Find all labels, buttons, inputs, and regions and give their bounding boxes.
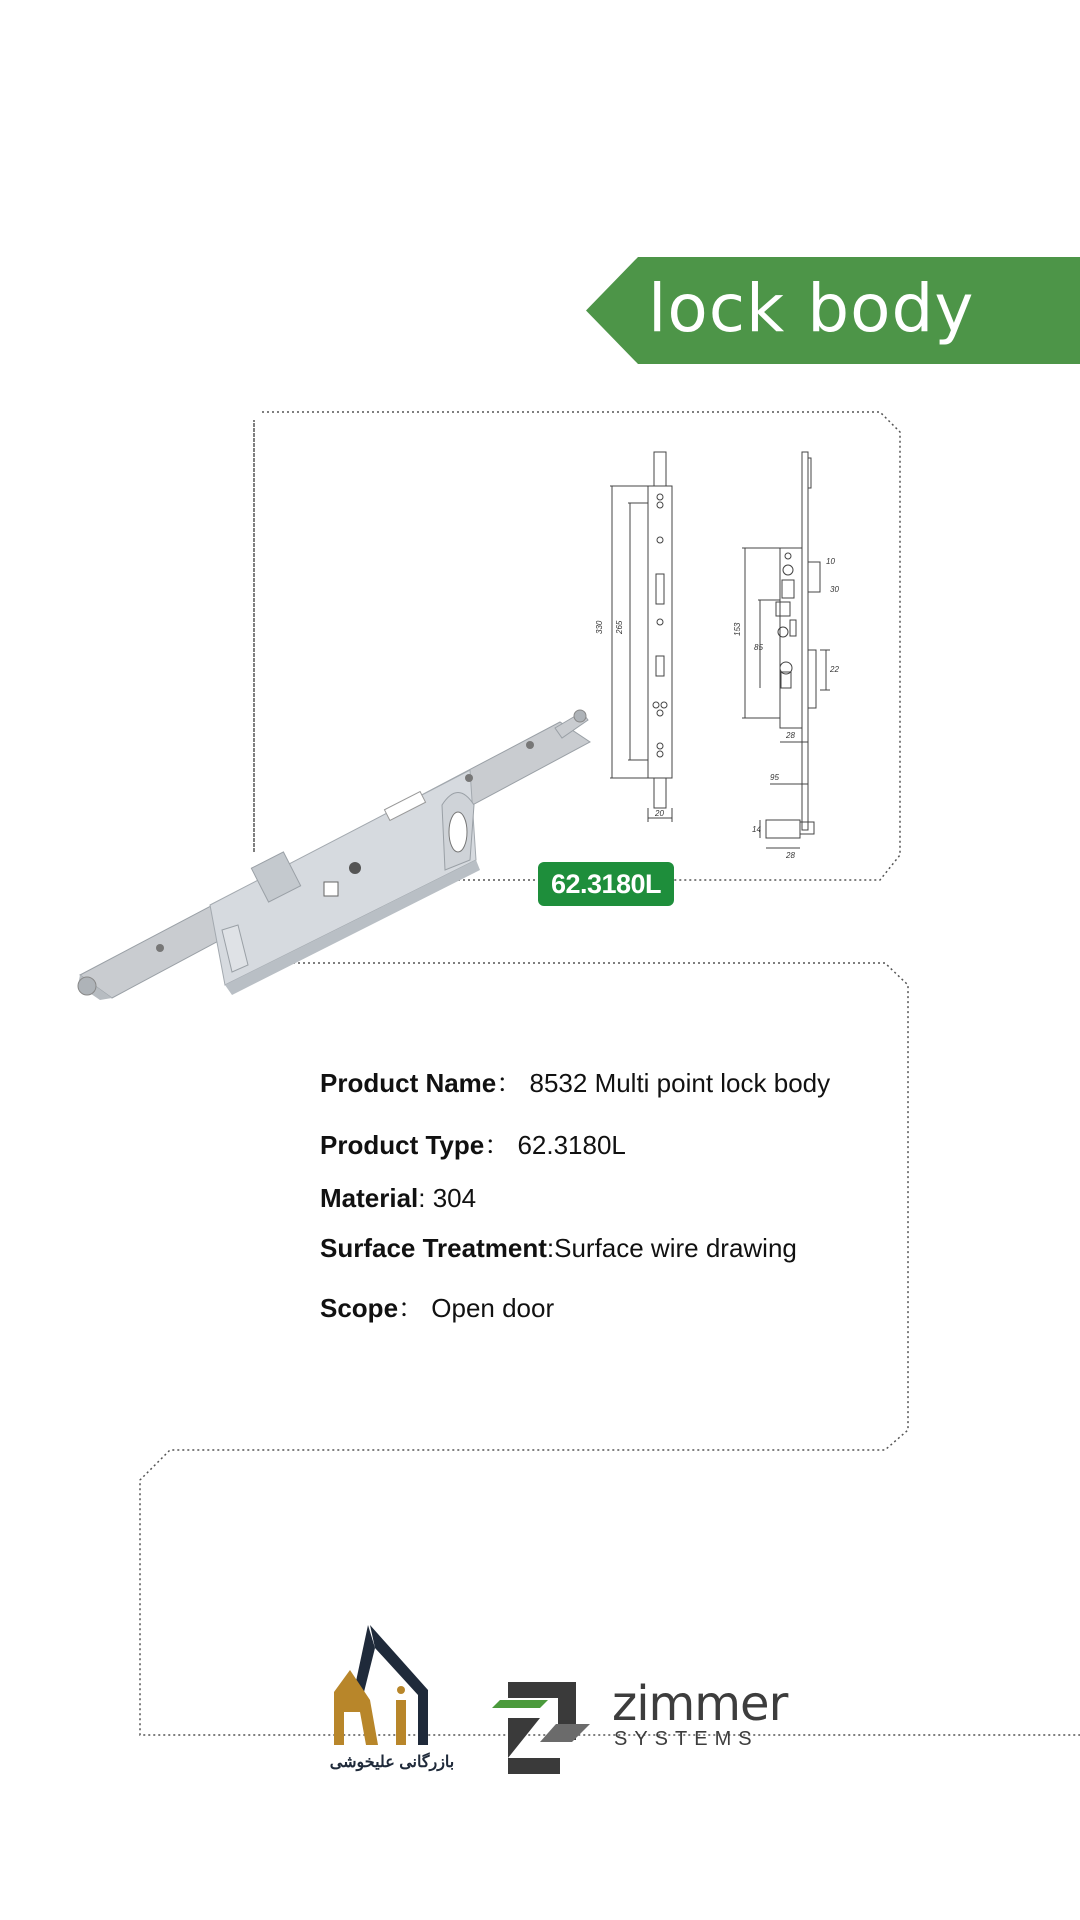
dim-label: 95 (770, 773, 779, 782)
spec-label: Scope (320, 1293, 399, 1323)
dim-label: 20 (655, 809, 664, 818)
spec-product-type (320, 1125, 626, 1162)
spec-value: Open door (431, 1293, 555, 1323)
lock-photo (78, 710, 590, 1000)
ali-logo-text: بازرگانی علیخوشی (329, 1754, 455, 1771)
spec-value: Surface wire drawing (554, 1233, 797, 1263)
zimmer-logo-subtext: SYSTEMS (614, 1728, 759, 1750)
dim-label: 22 (830, 665, 839, 674)
zimmer-logo-icon (492, 1682, 590, 1774)
dim-label: 153 (733, 622, 742, 636)
spec-separator: : (546, 1233, 555, 1263)
dim-label: 330 (595, 620, 604, 634)
spec-label: Surface Treatment (320, 1233, 547, 1263)
spec-scope (320, 1288, 554, 1325)
spec-label: Material (320, 1183, 419, 1213)
dim-label: 85 (754, 643, 763, 652)
dim-label: 28 (786, 731, 795, 740)
spec-label: Product Name (320, 1068, 497, 1098)
spec-separator: ： (496, 1068, 530, 1098)
spec-value: 8532 Multi point lock body (529, 1068, 831, 1098)
ali-logo-icon (334, 1625, 428, 1745)
image-frame (254, 412, 900, 880)
spec-surface-treatment (320, 1233, 797, 1264)
spec-material (320, 1183, 476, 1214)
drawing-dimensions (595, 557, 839, 860)
spec-value: 62.3180L (517, 1130, 626, 1160)
spec-value: 304 (432, 1183, 477, 1213)
technical-drawing-front (610, 452, 672, 822)
dim-label: 14 (752, 825, 761, 834)
dim-label: 10 (826, 557, 835, 566)
page-title: lock body (648, 270, 975, 347)
dim-label: 265 (615, 620, 624, 634)
spec-separator: ： (484, 1130, 518, 1160)
dim-label: 28 (786, 851, 795, 860)
spec-product-name (320, 1063, 830, 1100)
dim-label: 30 (830, 585, 839, 594)
model-badge: 62.3180L (538, 862, 674, 906)
spec-separator: ： (398, 1293, 432, 1323)
zimmer-logo-text: zimmer (612, 1676, 788, 1732)
spec-separator: : (418, 1183, 433, 1213)
spec-label: Product Type (320, 1130, 485, 1160)
